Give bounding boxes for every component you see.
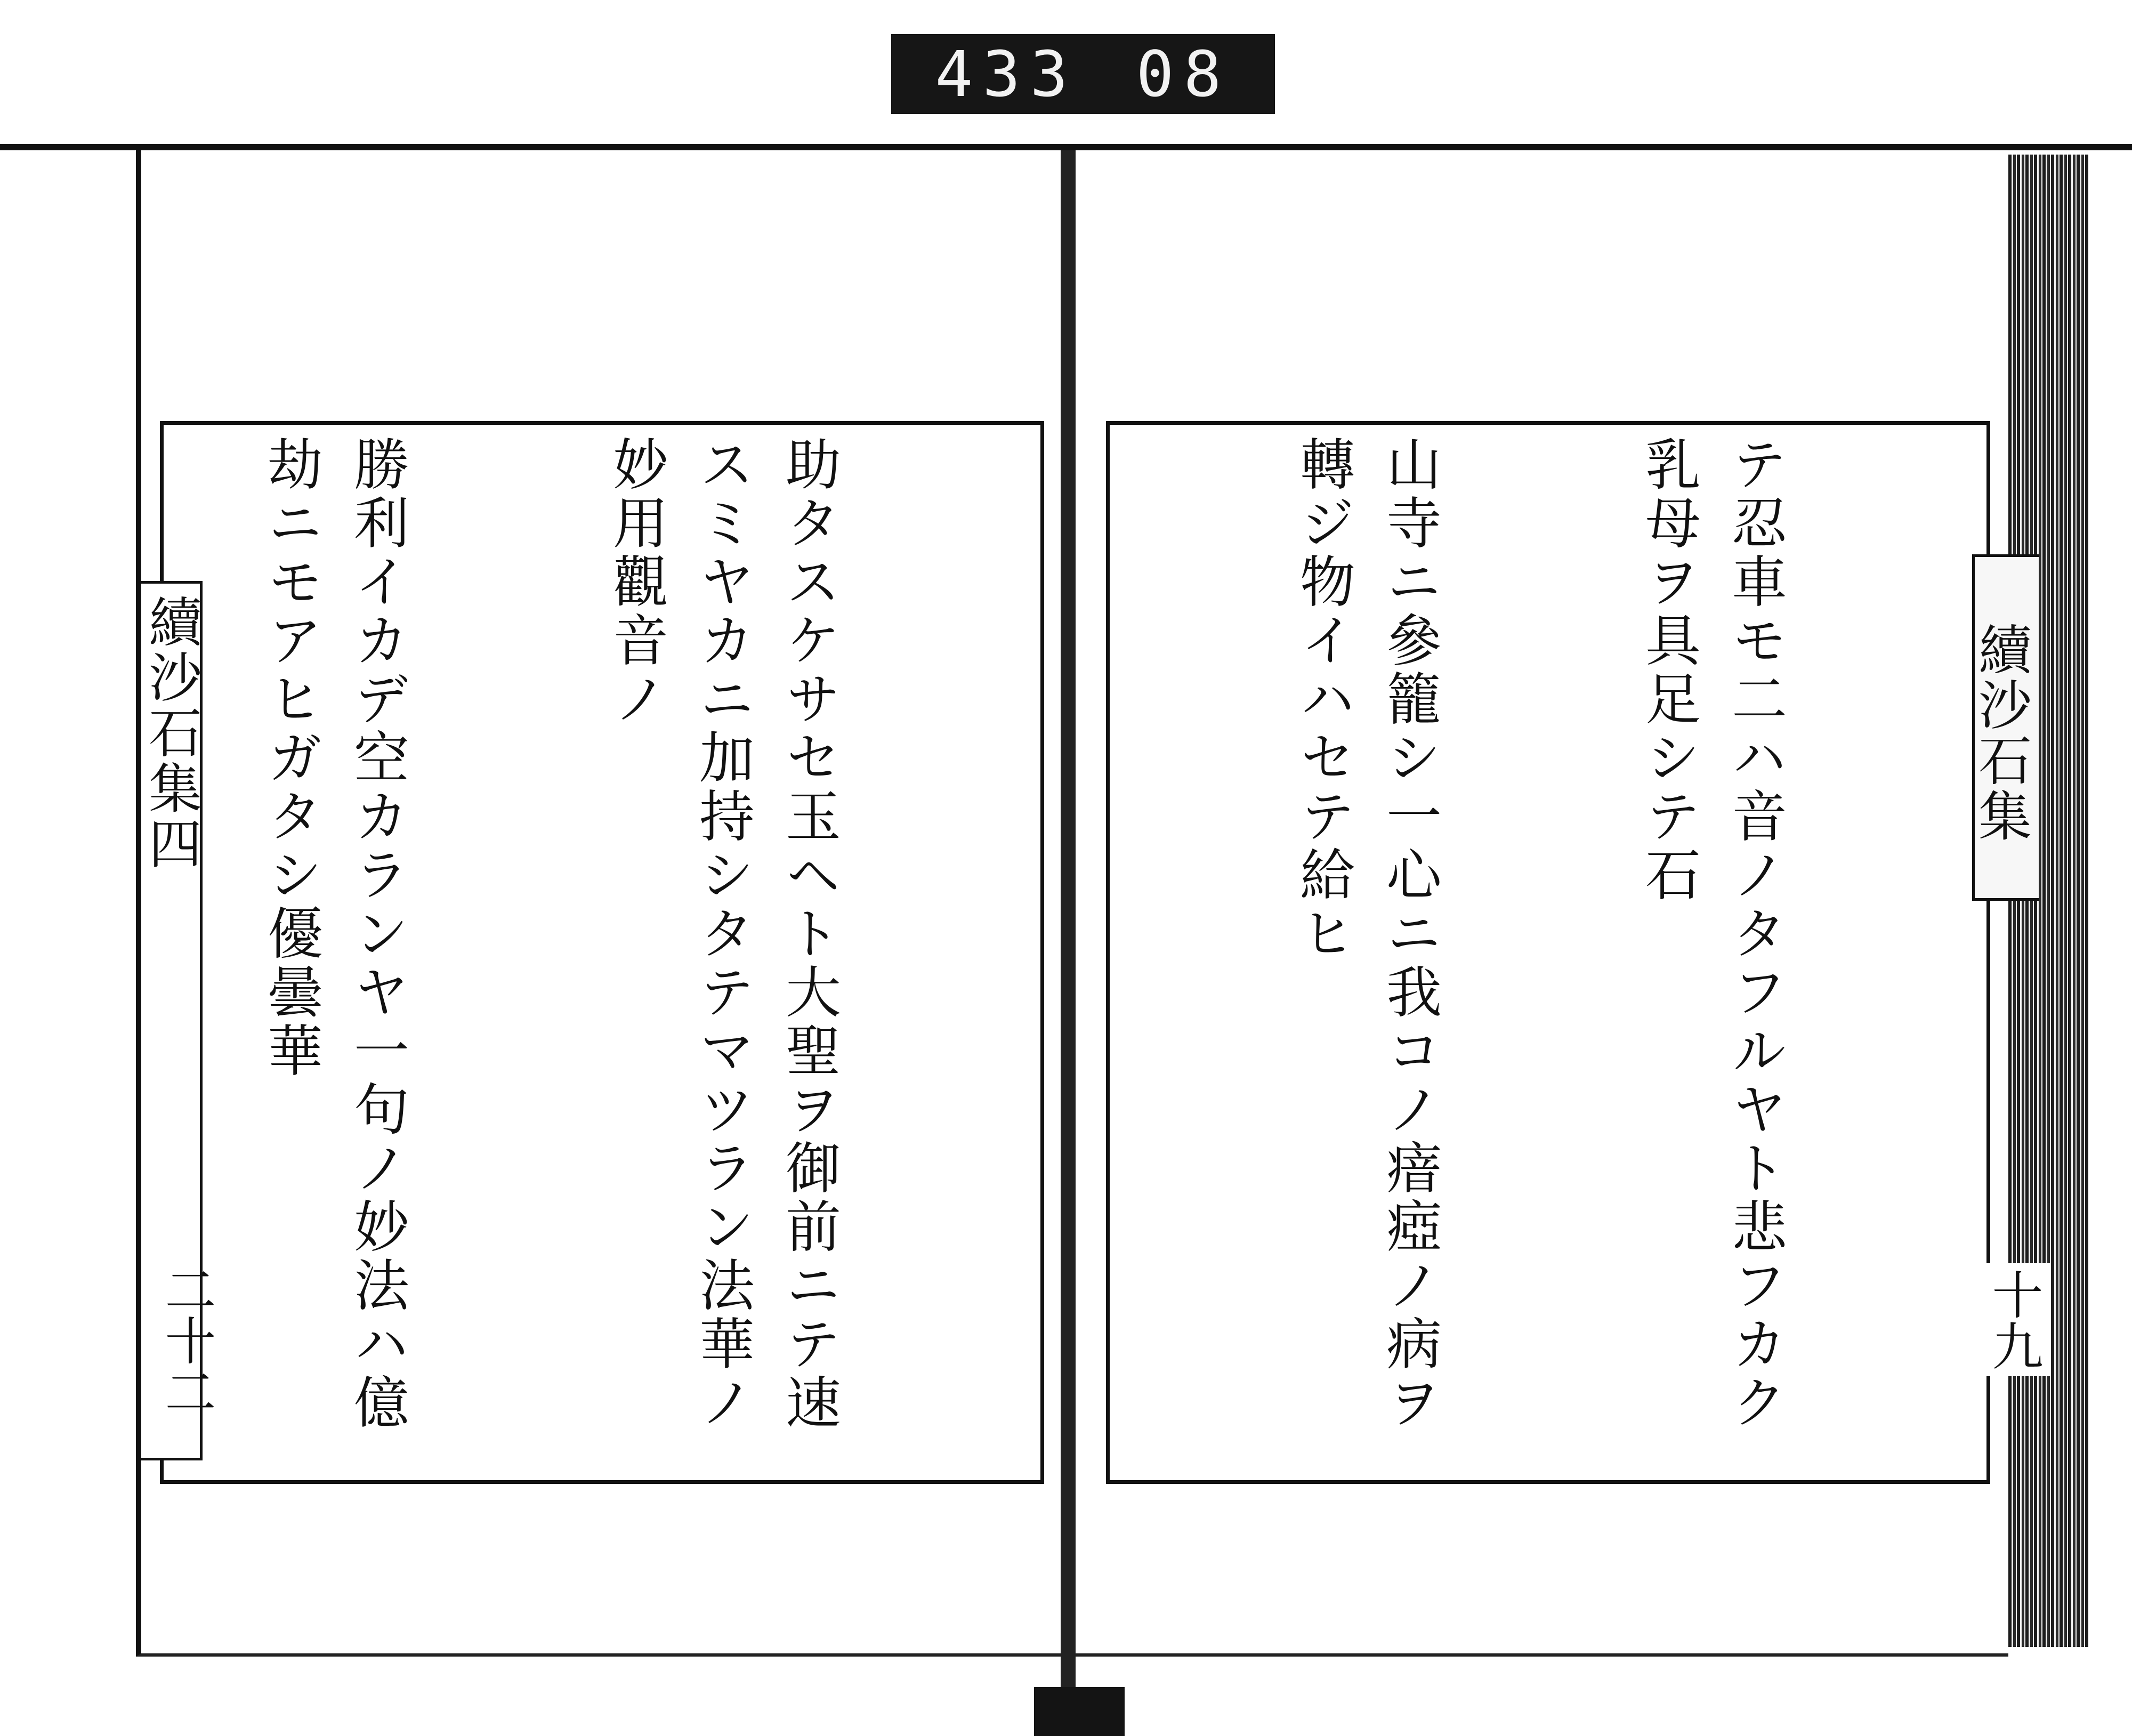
left-text-block: [180, 435, 1024, 1459]
right-text-block: [1126, 435, 1971, 1459]
left-text-frame: [160, 421, 1044, 1484]
archive-number-left: 433: [935, 37, 1078, 111]
right-margin-title: 續沙石集: [1972, 554, 2039, 901]
archive-number-label: [891, 34, 1275, 114]
text-column: 勝利イカデ空カランヤ一句ノ妙法ハ億劫ニモアヒガタシ優曇華: [258, 435, 409, 1432]
left-folio-number: 二十二: [157, 1263, 216, 1417]
right-folio-number: 十九: [1977, 1263, 2050, 1376]
book-gutter: [1061, 150, 1076, 1696]
page-edges: [2008, 155, 2088, 1647]
right-text-frame: [1106, 421, 1990, 1484]
left-margin-title: 續沙石集四: [141, 581, 203, 1460]
bottom-binding-block: [1034, 1687, 1125, 1736]
text-column: 山寺ニ參籠シ一心ニ我コノ瘖瘂ノ病ヲ轉ジ物イハセテ給ヒ: [1290, 435, 1442, 1432]
archive-number-right: 08: [1136, 37, 1231, 111]
text-column: テ忍車モ二ハ音ノタフルヤト悲フカク乳母ヲ具足シテ石: [1636, 435, 1787, 1432]
text-column: 助タスケサセ玉ヘト大聖ヲ御前ニテ速スミヤカニ加持シタテマツラン法華ノ妙用觀音ノ: [603, 435, 841, 1432]
top-binding-rule: [0, 144, 2132, 150]
